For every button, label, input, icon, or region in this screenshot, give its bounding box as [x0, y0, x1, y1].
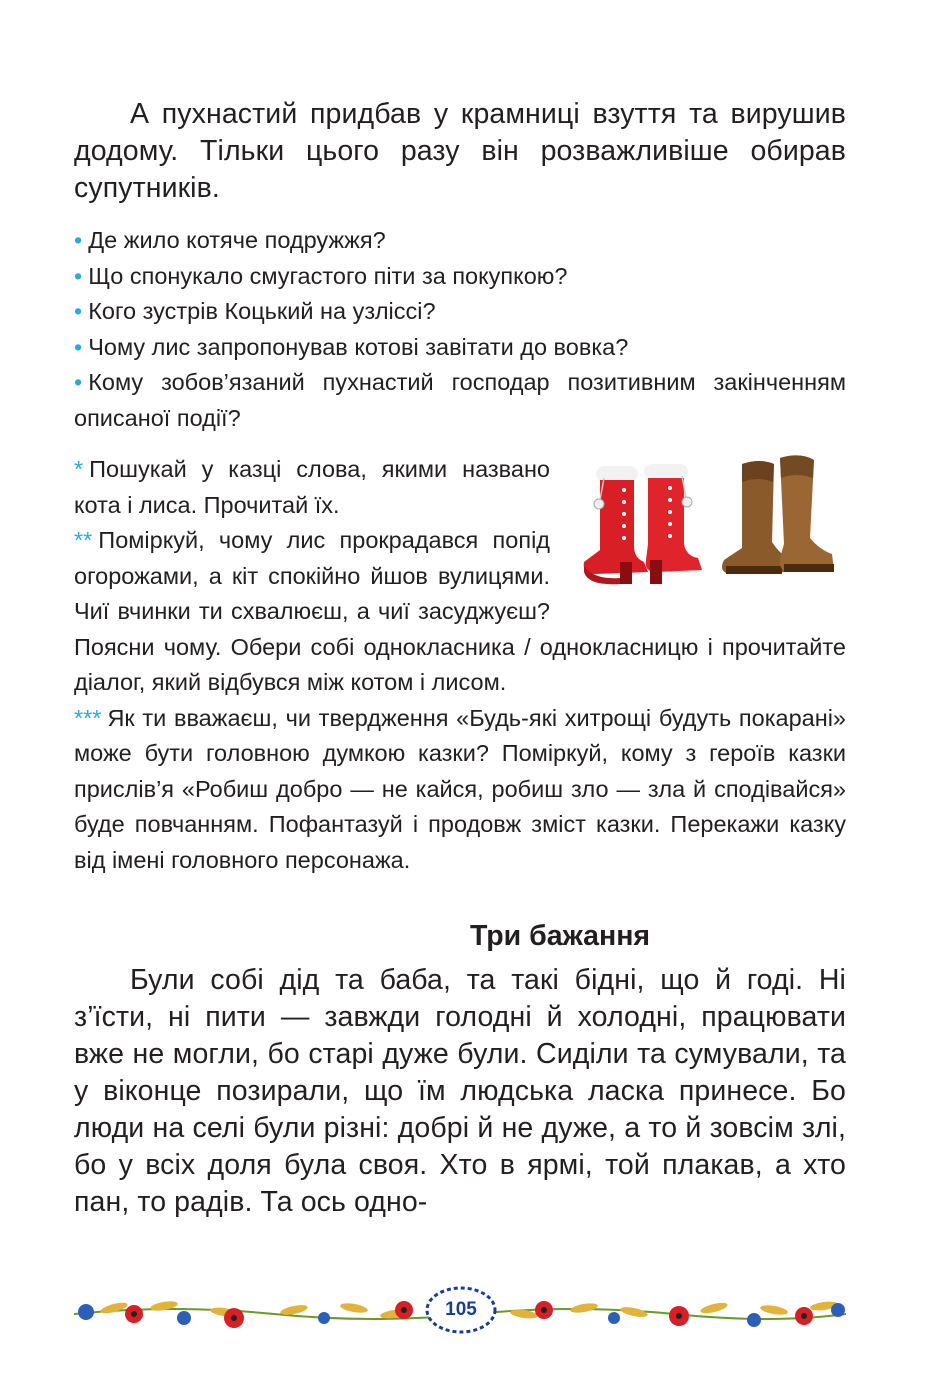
tasks-section [74, 452, 846, 878]
question-item [74, 259, 846, 295]
bullet-icon: • [74, 333, 83, 360]
task-marker: *** [74, 704, 102, 731]
question-item [74, 330, 846, 366]
red-boot-left [584, 466, 648, 584]
question-item [74, 365, 846, 436]
question-text: Де жило котяче подружжя? [88, 227, 386, 253]
intro-paragraph: А пухнастий придбав у крамниці взуття та вирушив додому. Тільки цього разу він розважливіше обирав супутників. [74, 98, 846, 204]
bullet-icon: • [74, 369, 83, 395]
bullet-icon: • [74, 262, 83, 289]
page-number: 105 [445, 1299, 477, 1320]
task-text: Як ти вважаєш, чи твердження «Будь-які хитрощі будуть покарані» може бути головною думкою казки? Поміркуй, кому з героїв казки прислів’я «Робиш добро — не кайся, робиш зло — зла й сподівайся» буде повчанням. Пофантазуй і продовж зміст казки. Перекажи казку від імені головного персонажа. [74, 704, 846, 873]
brown-boot-left [722, 461, 788, 574]
question-list [74, 223, 846, 436]
red-boot-right [644, 464, 702, 584]
task-text: Пошукай у казці слова, якими названо кота і лиса. Прочитай їх. [74, 456, 550, 518]
story-paragraph: Були собі дід та баба, та такі бідні, що й годі. Ні з’їсти, ні пити — завжди голодні й холодні, працювати вже не могли, бо старі дуже були. Сиділи та сумували, та у віконце позирали, що їм людська ласка принесе. Бо люди на селі були різні: добрі й не дуже, а то й зовсім злі, бо у всіх доля була своя. Хто в ярмі, той плакав, а хто пан, то радів. Та ось одно- [74, 964, 846, 1218]
task-text: Поміркуй, чому лис прокрадався попід огорожами, а кіт спокійно йшов вулицями. Чиї вчинки ти схвалюєш, а чиї засуджуєш? Поясни чому. Обери собі однокласника / однокласницю і прочитайте діалог, який відбувся між котом і лисом. [74, 527, 846, 695]
boots-illustration [574, 454, 846, 594]
question-text: Що спонукало смугастого піти за покупкою? [88, 262, 568, 289]
task-marker: ** [74, 527, 93, 553]
task-marker: * [74, 456, 84, 482]
ornament-footer [74, 1280, 846, 1340]
question-text: Чому лис запропонував котові завітати до вовка? [88, 333, 629, 360]
question-text: Кого зустрів Коцький на узліссі? [88, 298, 436, 324]
story-title: Три бажання [469, 920, 651, 952]
task-3 [74, 701, 846, 879]
bullet-icon: • [74, 227, 83, 253]
question-item [74, 223, 846, 259]
brown-boot-right [780, 455, 834, 572]
question-item [74, 294, 846, 330]
question-text: Кому зобов’язаний пухнастий господар позитивним закінченням описаної події? [74, 369, 846, 431]
bullet-icon: • [74, 298, 83, 324]
page-content [74, 96, 846, 1221]
